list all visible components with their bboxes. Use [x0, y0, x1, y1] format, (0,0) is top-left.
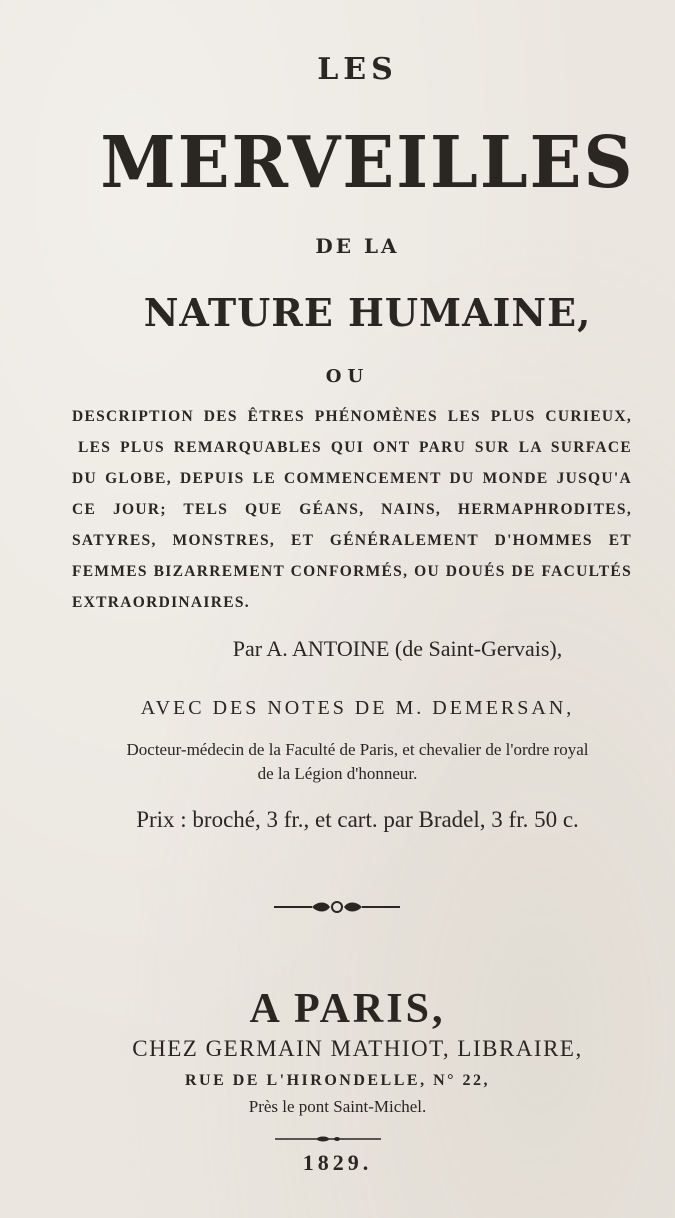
imprint-city: A PARIS, [249, 986, 446, 1032]
imprint-near: Près le pont Saint-Michel. [248, 1097, 427, 1116]
title-ou: OU [325, 366, 370, 387]
imprint-year: 1829. [302, 1150, 373, 1175]
title-de-la: DE LA [315, 234, 400, 258]
docteur-line-2: de la Légion d'honneur. [257, 764, 418, 783]
divider-rule [275, 1135, 381, 1143]
ornament-icon [272, 898, 402, 916]
description-line: CE JOUR; TELS QUE GÉANS, NAINS, HERMAPHRODITES, [72, 501, 632, 518]
title-nature-humaine: NATURE HUMAINE, [143, 290, 592, 335]
title-merveilles: MERVEILLES [100, 121, 635, 205]
docteur-block [0, 738, 675, 786]
description-line: DESCRIPTION DES ÊTRES PHÉNOMÈNES LES PLUS CURIEUX, [72, 408, 632, 425]
docteur-line-1: Docteur-médecin de la Faculté de Paris, et chevalier de l'ordre royal [126, 740, 589, 759]
description-line: DU GLOBE, DEPUIS LE COMMENCEMENT DU MONDE JUSQU'A [72, 470, 632, 487]
imprint-address: RUE DE L'HIRONDELLE, N° 22, [184, 1072, 491, 1089]
description-line: FEMMES BIZARREMENT CONFORMÉS, OU DOUÉS DE FACULTÉS [72, 563, 632, 580]
description-line: SATYRES, MONSTRES, ET GÉNÉRALEMENT D'HOMMES ET [72, 532, 632, 549]
description-line: EXTRAORDINAIRES. [72, 594, 250, 611]
price-line: Prix : broché, 3 fr., et cart. par Bradel, 3 fr. 50 c. [136, 807, 579, 832]
description-line: LES PLUS REMARQUABLES QUI ONT PARU SUR LA SURFACE [78, 439, 632, 456]
author-line: Par A. ANTOINE (de Saint-Gervais), [232, 636, 563, 661]
title-les: LES [317, 52, 398, 87]
description-block [72, 401, 632, 618]
notes-line: AVEC DES NOTES DE M. DEMERSAN, [140, 697, 575, 719]
imprint-publisher: CHEZ GERMAIN MATHIOT, LIBRAIRE, [132, 1036, 583, 1061]
